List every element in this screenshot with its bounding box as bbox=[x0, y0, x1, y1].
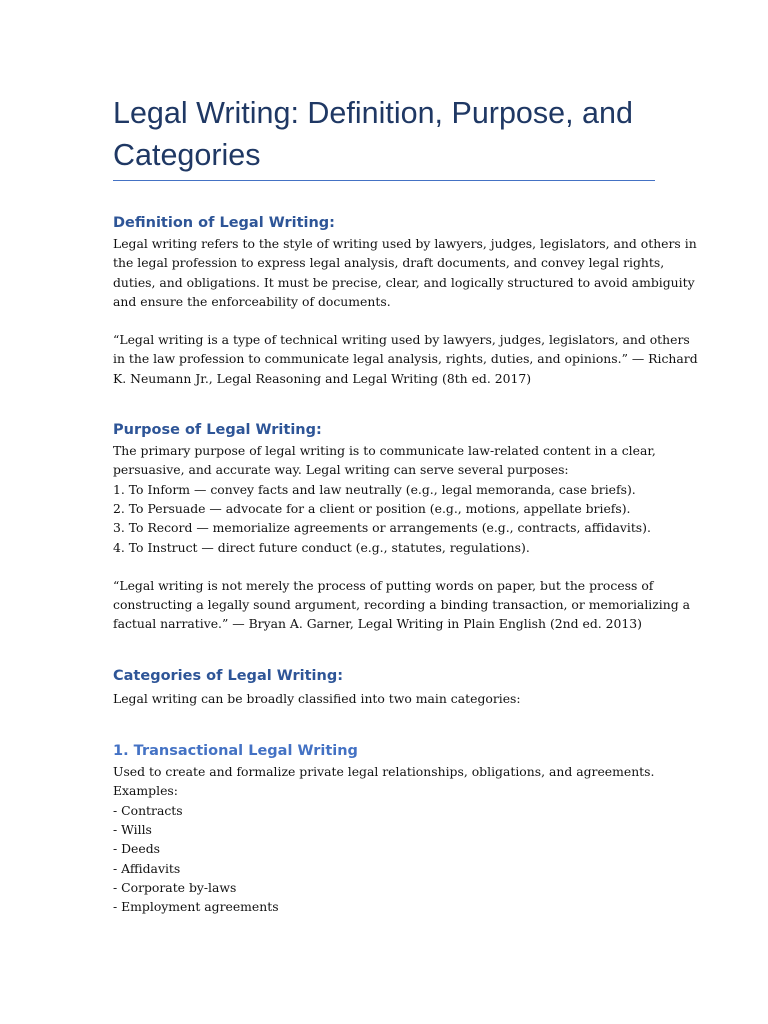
paragraph-line: persuasive, and accurate way. Legal writing can serve several purposes: bbox=[113, 462, 569, 478]
document-title bbox=[113, 92, 655, 180]
paragraph-line: the legal profession to express legal analysis, draft documents, and convey legal rights, bbox=[113, 255, 665, 271]
purpose-list-item: 3. To Record — memorialize agreements or arrangements (e.g., contracts, affidavits). bbox=[113, 520, 651, 536]
document-page bbox=[113, 92, 698, 916]
transactional-heading: 1. Transactional Legal Writing bbox=[113, 743, 358, 760]
definition-heading: Definition of Legal Writing: bbox=[113, 215, 335, 231]
purpose-list-item: 2. To Persuade — advocate for a client or position (e.g., motions, appellate briefs). bbox=[113, 500, 631, 516]
transactional-section bbox=[113, 762, 655, 916]
document-title-line: Categories bbox=[113, 138, 261, 172]
quote-line: in the law profession to communicate legal analysis, rights, duties, and opinions.” — Richard bbox=[113, 351, 698, 367]
definition-quote bbox=[113, 330, 698, 388]
purpose-heading: Purpose of Legal Writing: bbox=[113, 422, 322, 439]
paragraph-line: and ensure the enforceability of documents. bbox=[113, 293, 391, 309]
categories-intro bbox=[113, 689, 655, 708]
categories-heading: Categories of Legal Writing: bbox=[113, 667, 344, 684]
example-item: - Deeds bbox=[113, 841, 161, 857]
purpose-quote bbox=[113, 576, 690, 634]
quote-line: constructing a legally sound argument, recording a binding transaction, or memorializing a bbox=[113, 597, 690, 613]
quote-line: “Legal writing is not merely the process of putting words on paper, but the process of bbox=[113, 577, 654, 593]
example-item: - Corporate by-laws bbox=[113, 879, 237, 895]
example-item: - Employment agreements bbox=[113, 899, 279, 915]
transactional-description: Used to create and formalize private legal relationships, obligations, and agreements. bbox=[113, 764, 655, 780]
title-underline bbox=[113, 180, 655, 181]
quote-line: factual narrative.” — Bryan A. Garner, Legal Writing in Plain English (2nd ed. 2013) bbox=[113, 616, 643, 632]
examples-label: Examples: bbox=[113, 783, 178, 799]
quote-line: K. Neumann Jr., Legal Reasoning and Legal Writing (8th ed. 2017) bbox=[113, 370, 532, 386]
paragraph-line: duties, and obligations. It must be precise, clear, and logically structured to avoid ambiguity bbox=[113, 274, 695, 290]
purpose-intro bbox=[113, 441, 655, 557]
paragraph-line: Legal writing can be broadly classified into two main categories: bbox=[113, 690, 521, 706]
quote-line: “Legal writing is a type of technical writing used by lawyers, judges, legislators, and others bbox=[113, 332, 690, 348]
paragraph-line: Legal writing refers to the style of writing used by lawyers, judges, legislators, and others in bbox=[113, 236, 697, 251]
purpose-list-item: 1. To Inform — convey facts and law neutrally (e.g., legal memoranda, case briefs). bbox=[113, 481, 636, 497]
document-title-line: Legal Writing: Definition, Purpose, and bbox=[113, 96, 633, 130]
example-item: - Wills bbox=[113, 821, 152, 837]
definition-paragraph bbox=[113, 234, 697, 311]
example-item: - Contracts bbox=[113, 802, 183, 818]
example-item: - Affidavits bbox=[113, 860, 181, 876]
purpose-list-item: 4. To Instruct — direct future conduct (e.g., statutes, regulations). bbox=[113, 539, 530, 555]
paragraph-line: The primary purpose of legal writing is to communicate law-related content in a clear, bbox=[113, 443, 656, 459]
